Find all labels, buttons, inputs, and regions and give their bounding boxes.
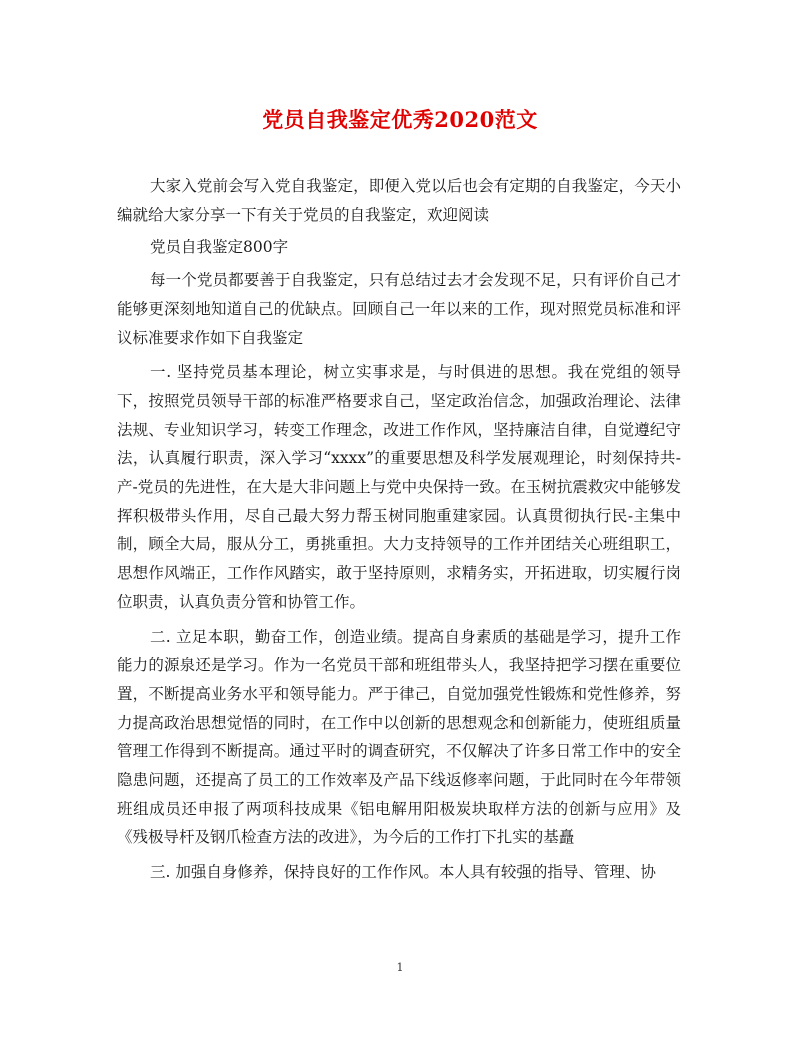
section-three-paragraph: 三. 加强自身修养，保持良好的工作作风。本人具有较强的指导、管理、协: [150, 863, 656, 882]
page-number: 1: [396, 961, 404, 974]
section-heading: 党员自我鉴定800字: [150, 238, 289, 257]
summary-paragraph: 每一个党员都要善于自我鉴定，只有总结过去才会发现不足，只有评价自己才能够更深刻地知道自己的优缺点。回顾自己一年以来的工作，现对照党员标准和评议标准要求作如下自我鉴定: [117, 271, 681, 347]
document-title: 党员自我鉴定优秀2020范文: [262, 107, 538, 132]
document-body: [117, 172, 681, 887]
intro-paragraph: 大家入党前会写入党自我鉴定，即便入党以后也会有定期的自我鉴定，今天小编就给大家分享一下有关于党员的自我鉴定，欢迎阅读: [117, 177, 681, 224]
section-two-paragraph: 二. 立足本职，勤奋工作，创造业绩。提高自身素质的基础是学习，提升工作能力的源泉还是学习。作为一名党员干部和班组带头人，我坚持把学习摆在重要位置，不断提高业务水平和领导能力。严于律己，自觉加强党性锻炼和党性修养，努力提高政治思想觉悟的同时，在工作中以创新的思想观念和创新能力，使班组质量管理工作得到不断提高。通过平时的调查研究，不仅解决了许多日常工作中的安全隐患问题，还提高了员工的工作效率及产品下线返修率问题，于此同时在今年带领班组成员还申报了两项科技成果《铝电解用阳极炭块取样方法的创新与应用》及《残极导杆及钢爪检查方法的改进》，为今后的工作打下扎实的基矗: [117, 627, 681, 847]
section-one-paragraph: 一. 坚持党员基本理论，树立实事求是，与时俱进的思想。我在党组的领导下，按照党员领导干部的标准严格要求自己，坚定政治信念，加强政治理论、法律法规、专业知识学习，转变工作理念，改进工作作风，坚持廉洁自律，自觉遵纪守法，认真履行职责，深入学习“xxxx”的重要思想及科学发展观理论，时刻保持共-产-党员的先进性，在大是大非问题上与党中央保持一致。在玉树抗震救灾中能够发挥积极带头作用，尽自己最大努力帮玉树同胞重建家园。认真贯彻执行民-主集中制，顾全大局，服从分工，勇挑重担。大力支持领导的工作并团结关心班组职工，思想作风端正，工作作风踏实，敢于坚持原则，求精务实，开拓进取，切实履行岗位职责，认真负责分管和协管工作。: [117, 363, 681, 611]
